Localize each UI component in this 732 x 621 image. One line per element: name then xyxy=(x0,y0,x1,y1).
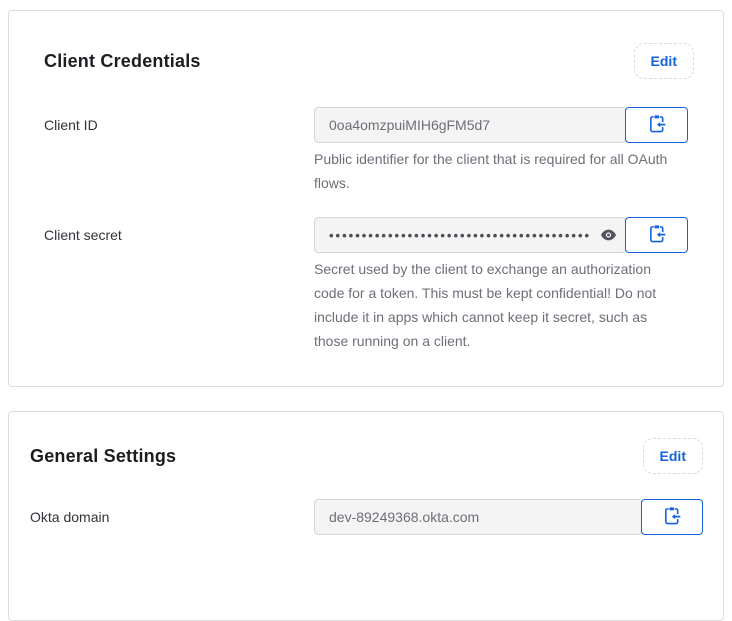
client-id-label: Client ID xyxy=(44,117,98,133)
edit-general-settings-button[interactable]: Edit xyxy=(643,438,703,474)
card-header xyxy=(30,436,703,476)
client-id-help: Public identifier for the client that is required for all OAuth flows. xyxy=(314,151,668,191)
client-credentials-title: Client Credentials xyxy=(44,50,201,71)
edit-client-credentials-button[interactable]: Edit xyxy=(634,43,694,79)
clipboard-copy-icon xyxy=(648,224,666,246)
client-secret-input[interactable] xyxy=(314,217,626,253)
okta-domain-input[interactable] xyxy=(314,499,642,535)
eye-icon xyxy=(600,230,617,245)
general-settings-title: General Settings xyxy=(30,445,177,466)
clipboard-copy-icon xyxy=(648,114,666,136)
copy-client-secret-button[interactable] xyxy=(625,217,688,253)
client-id-row xyxy=(44,107,688,195)
general-settings-card xyxy=(8,411,724,621)
show-client-secret-toggle[interactable] xyxy=(598,226,619,244)
okta-domain-label: Okta domain xyxy=(30,509,110,525)
okta-domain-row xyxy=(30,499,703,535)
client-secret-help: Secret used by the client to exchange an authorization code for a token. This must be kept confidential! Do not include it in apps which cannot keep it secret, such as those running on a client. xyxy=(314,261,657,349)
client-id-input[interactable] xyxy=(314,107,626,143)
app-settings-page xyxy=(0,10,732,621)
copy-client-id-button[interactable] xyxy=(625,107,688,143)
client-secret-label: Client secret xyxy=(44,227,122,243)
client-credentials-card xyxy=(8,10,724,387)
client-secret-row xyxy=(44,217,688,353)
card-header xyxy=(44,41,688,81)
clipboard-copy-icon xyxy=(663,506,681,528)
copy-okta-domain-button[interactable] xyxy=(641,499,703,535)
